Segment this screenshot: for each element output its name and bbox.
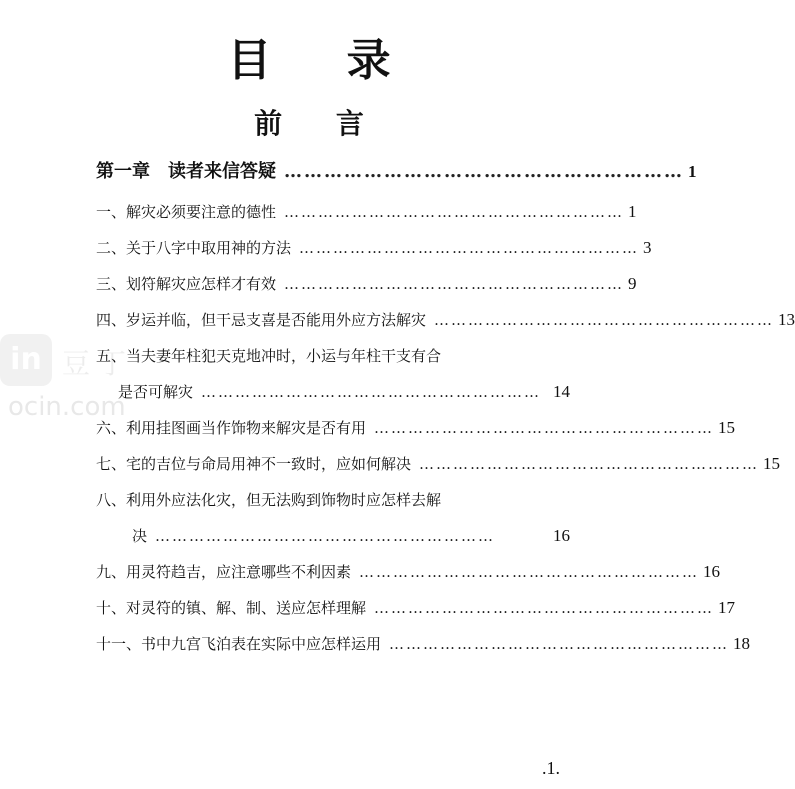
toc-entry[interactable] [96,194,637,230]
toc-entry-page: 15 [718,418,736,437]
toc-entry-title-continued: 决 [132,527,148,545]
toc-entry-title: 二、关于八字中取用神的方法 [96,239,292,257]
toc-entry-page: 16 [553,526,570,545]
toc-entry[interactable] [96,590,736,626]
toc-entry-page: 13 [778,310,795,329]
toc-entry[interactable] [96,554,721,590]
toc-entry[interactable] [96,266,637,302]
dot-leader: …………………………………………………… [284,275,625,293]
toc-entry-page: 17 [718,598,736,617]
toc-entry-title: 一、解灾必须要注意的德性 [96,203,277,221]
watermark-logo: in [0,334,52,386]
table-of-contents [96,152,795,662]
toc-entry-title: 十、对灵符的镇、解、制、送应怎样理解 [96,599,367,617]
dot-leader: …………………………………………………… [284,161,684,182]
toc-entry[interactable] [96,410,736,446]
dot-leader: …………………………………………………… [419,455,760,473]
toc-entry-page: 1 [628,202,637,221]
preface-heading: 前 言 [254,107,386,140]
toc-entry-page: 3 [643,238,652,257]
dot-leader: …………………………………………………… [374,599,715,617]
toc-entry-page: 9 [628,274,637,293]
toc-entry-title: 五、当夫妻年柱犯天克地冲时，小运与年柱干支有合 [96,347,442,365]
toc-entry-title: 三、划符解灾应怎样才有效 [96,275,277,293]
toc-entry-page: 16 [703,562,721,581]
toc-entry-title: 四、岁运并临，但干忌支喜是否能用外应方法解灾 [96,311,427,329]
dot-leader: …………………………………………………… [201,383,542,401]
watermark-chinese-text: 豆丁 [62,347,135,380]
toc-entry[interactable] [96,338,570,410]
toc-entry-title: 九、用灵符趋吉，应注意哪些不利因素 [96,563,352,581]
toc-entry-page: 1 [688,162,697,181]
toc-entry-title: 十一、书中九宫飞泊表在实际中应怎样运用 [96,635,382,653]
toc-entry[interactable] [96,446,781,482]
dot-leader: …………………………………………………… [155,527,496,545]
toc-entry-title: 六、利用挂图画当作饰物来解灾是否有用 [96,419,367,437]
toc-entry[interactable] [96,626,751,662]
dot-leader: …………………………………………………… [389,635,730,653]
toc-entry-page: 14 [553,382,570,401]
watermark-url: ocin.com [8,392,126,422]
dot-leader: …………………………………………………… [359,563,700,581]
toc-entry-title: 七、宅的吉位与命局用神不一致时，应如何解决 [96,455,412,473]
dot-leader: …………………………………………………… [434,311,775,329]
toc-entry[interactable] [96,482,570,554]
page-title: 目 录 [227,35,421,86]
dot-leader: …………………………………………………… [284,203,625,221]
toc-entry-title: 八、利用外应法化灾，但无法购到饰物时应怎样去解 [96,491,442,509]
toc-entry-title-continued: 是否可解灾 [118,383,194,401]
dot-leader: …………………………………………………… [299,239,640,257]
toc-entry-title: 第一章 读者来信答疑 [96,161,276,182]
toc-chapter-entry[interactable] [96,152,697,192]
toc-entry[interactable] [96,230,652,266]
page-number: .1. [542,758,560,778]
toc-entry[interactable] [96,302,795,338]
dot-leader: …………………………………………………… [374,419,715,437]
toc-entry-page: 15 [763,454,781,473]
toc-entry-page: 18 [733,634,751,653]
